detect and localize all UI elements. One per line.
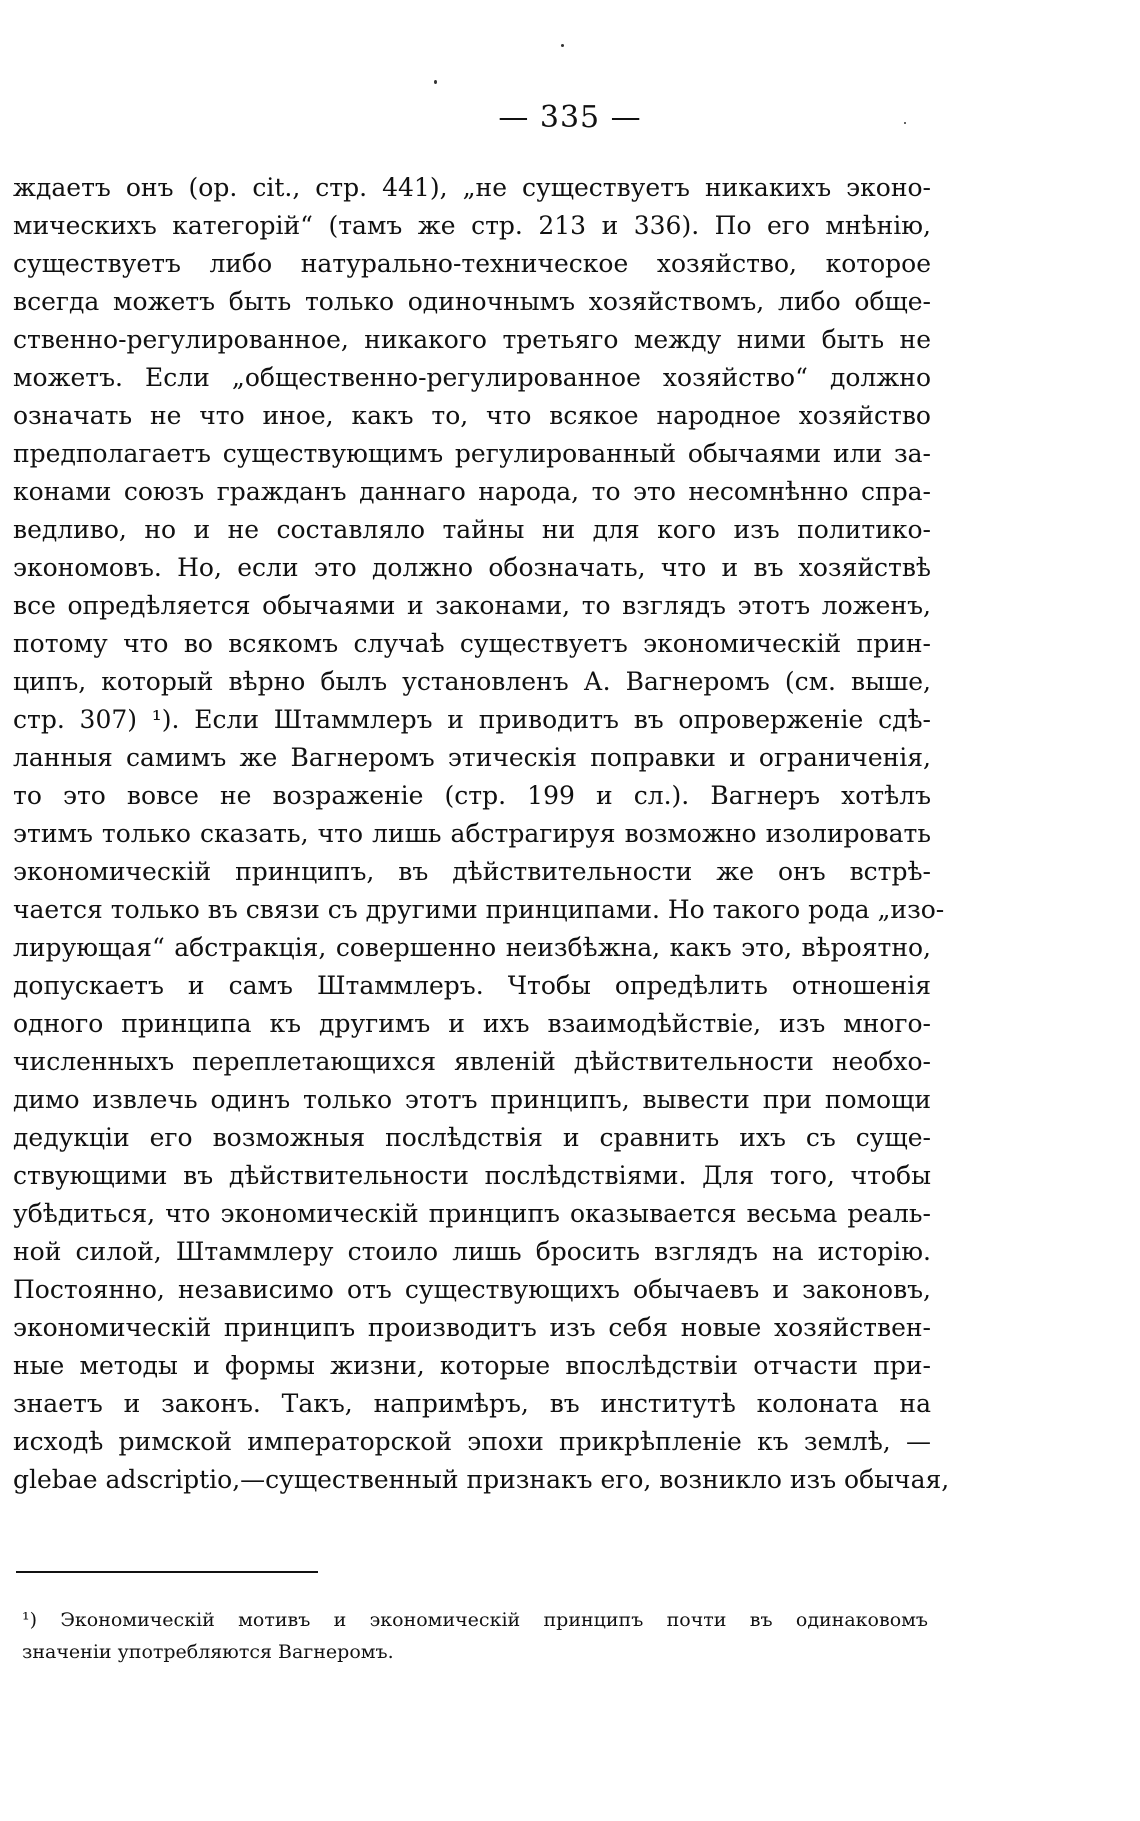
text-line: все опредѣляется обычаями и законами, то взглядъ этотъ ложенъ, [13, 591, 931, 620]
scan-speck [561, 44, 564, 47]
page-number: — 335 — [498, 100, 642, 135]
text-line: ланныя самимъ же Вагнеромъ этическія поправки и ограниченія, [13, 743, 931, 772]
text-line: можетъ. Если „общественно-регулированное хозяйство“ должно [13, 363, 931, 392]
text-line: мическихъ категорій“ (тамъ же стр. 213 и 336). По его мнѣнію, [13, 211, 931, 240]
text-line: димо извлечь одинъ только этотъ принципъ, вывести при помощи [13, 1085, 931, 1114]
text-line: то это вовсе не возраженіе (стр. 199 и сл.). Вагнеръ хотѣлъ [13, 781, 931, 810]
text-line: ведливо, но и не составляло тайны ни для кого изъ политико- [13, 515, 931, 544]
text-line: исходѣ римской императорской эпохи прикрѣпленіе къ землѣ, — [13, 1427, 931, 1456]
footnote-line: ¹) Экономическій мотивъ и экономическій принципъ почти въ одинаковомъ [22, 1609, 928, 1631]
text-line: дедукціи его возможныя послѣдствія и сравнить ихъ съ суще- [13, 1123, 931, 1152]
text-line: ные методы и формы жизни, которые впослѣдствіи отчасти при- [13, 1351, 931, 1380]
text-line: всегда можетъ быть только одиночнымъ хозяйствомъ, либо обще- [13, 287, 931, 316]
text-line: экономическій принципъ, въ дѣйствительности же онъ встрѣ- [13, 857, 931, 886]
text-line: одного принципа къ другимъ и ихъ взаимодѣйствіе, изъ много- [13, 1009, 931, 1038]
text-line: ственно-регулированное, никакого третьяго между ними быть не [13, 325, 931, 354]
text-line: ждаетъ онъ (ор. cit., стр. 441), „не существуетъ никакихъ эконо- [13, 173, 931, 202]
text-line: этимъ только сказать, что лишь абстрагируя возможно изолировать [13, 819, 931, 848]
text-line: ной силой, Штаммлеру стоило лишь бросить взглядъ на исторію. [13, 1237, 931, 1266]
text-line: допускаетъ и самъ Штаммлеръ. Чтобы опредѣлить отношенія [13, 971, 931, 1000]
text-line: стр. 307) ¹). Если Штаммлеръ и приводитъ въ опроверженіе сдѣ- [13, 705, 931, 734]
text-line: ципъ, который вѣрно былъ установленъ А. Вагнеромъ (см. выше, [13, 667, 931, 696]
text-line: лирующая“ абстракція, совершенно неизбѣжна, какъ это, вѣроятно, [13, 933, 931, 962]
text-line: чается только въ связи съ другими принципами. Но такого рода „изо- [13, 895, 945, 924]
text-line: экономовъ. Но, если это должно обозначать, что и въ хозяйствѣ [13, 553, 931, 582]
text-line: численныхъ переплетающихся явленій дѣйствительности необхо- [13, 1047, 931, 1076]
footnote-line: значеніи употребляются Вагнеромъ. [22, 1641, 394, 1663]
text-line: ствующими въ дѣйствительности послѣдствіями. Для того, чтобы [13, 1161, 931, 1190]
text-line: потому что во всякомъ случаѣ существуетъ экономическій прин- [13, 629, 931, 658]
text-line: конами союзъ гражданъ даннаго народа, то это несомнѣнно спра- [13, 477, 931, 506]
footnotes [22, 1604, 928, 1668]
text-line: знаетъ и законъ. Такъ, напримѣръ, въ институтѣ колоната на [13, 1389, 931, 1418]
scan-speck [904, 122, 906, 124]
text-line: предполагаетъ существующимъ регулированный обычаями или за- [13, 439, 931, 468]
text-line: Постоянно, независимо отъ существующихъ обычаевъ и законовъ, [13, 1275, 931, 1304]
main-text [13, 169, 950, 1499]
text-line: убѣдиться, что экономическій принципъ оказывается весьма реаль- [13, 1199, 931, 1228]
text-line: glebae adscriptio,—существенный признакъ его, возникло изъ обычая, [13, 1465, 950, 1494]
text-line: существуетъ либо натурально-техническое хозяйство, которое [13, 249, 931, 278]
text-line: экономическій принципъ производитъ изъ себя новые хозяйствен- [13, 1313, 931, 1342]
footnote-separator [16, 1571, 318, 1573]
text-line: означать не что иное, какъ то, что всякое народное хозяйство [13, 401, 931, 430]
scan-speck [434, 80, 437, 84]
